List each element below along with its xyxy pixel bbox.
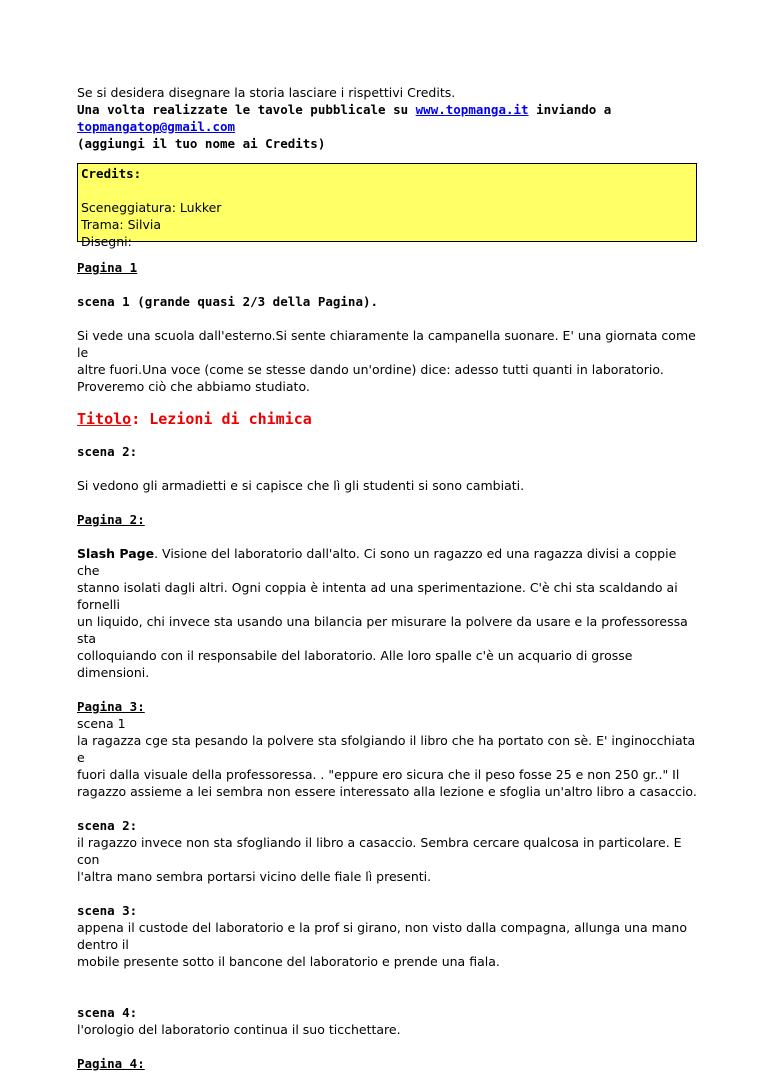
p1-scena-2-title: scena 2: [77, 444, 138, 459]
document-page [77, 84, 702, 1072]
credits-sceneggiatura: Sceneggiatura: Lukker [81, 200, 222, 215]
p3-scena-1-line-3: ragazzo assieme a lei sembra non essere interessato alla lezione e sfoglia un'altro libro a casaccio. [77, 784, 697, 799]
p3-scena-4-line-1: l'orologio del laboratorio continua il suo ticchettare. [77, 1022, 401, 1037]
credits-box [77, 163, 697, 249]
p2-line-4: colloquiando con il responsabile del laboratorio. Alle loro spalle c'è un acquario di grosse dimensioni. [77, 648, 633, 680]
pagina-2-heading: Pagina 2: [77, 512, 145, 527]
pagina-1-heading: Pagina 1 [77, 260, 138, 275]
p1-scena-1-line-3: Proveremo ciò che abbiamo studiato. [77, 379, 310, 394]
p2-line-2: stanno isolati dagli altri. Ogni coppia è intenta ad una sperimentazione. C'è chi sta scaldando ai fornelli [77, 580, 678, 612]
p1-scena-1-title: scena 1 (grande quasi 2/3 della Pagina). [77, 294, 379, 309]
p1-scena-2-line-1: Si vedono gli armadietti e si capisce che lì gli studenti si sono cambiati. [77, 478, 525, 493]
p3-scena-3-line-2: mobile presente sotto il bancone del laboratorio e prende una fiala. [77, 954, 500, 969]
pagina-4-heading: Pagina 4: [77, 1056, 145, 1071]
pagina-3-heading: Pagina 3: [77, 699, 145, 714]
story-title-text: : Lezioni di chimica [131, 410, 312, 428]
credits-disegni: Disegni: [81, 234, 132, 249]
email-link[interactable]: topmangatop@gmail.com [77, 119, 236, 134]
intro-line-2-text-b: inviando a [528, 102, 612, 117]
intro-line-2-text-a: Una volta realizzate le tavole pubblicale su [77, 102, 416, 117]
topmanga-link[interactable]: www.topmanga.it [415, 102, 529, 117]
p1-scena-1-line-1: Si vede una scuola dall'esterno.Si sente chiaramente la campanella suonare. E' una giornata come le [77, 328, 696, 360]
intro-line-2 [77, 101, 702, 135]
p3-scena-1-line-2: fuori dalla visuale della professoressa. . "eppure ero sicura che il peso fosse 25 e non 250 gr.." Il [77, 767, 680, 782]
slash-page-label: Slash Page [77, 546, 155, 561]
p3-scena-2-line-1: il ragazzo invece non sta sfogliando il libro a casaccio. Sembra cercare qualcosa in particolare. E con [77, 835, 682, 867]
story-title [77, 409, 702, 429]
intro-line-3: (aggiungi il tuo nome ai Credits) [77, 136, 326, 151]
credits-heading: Credits: [81, 166, 142, 181]
p3-scena-2-line-2: l'altra mano sembra portarsi vicino delle fiale lì presenti. [77, 869, 432, 884]
p1-scena-1-line-2: altre fuori.Una voce (come se stesse dando un'ordine) dice: adesso tutti quanti in laboratorio. [77, 362, 664, 377]
p2-line-1-text: . Visione del laboratorio dall'alto. Ci sono un ragazzo ed una ragazza divisi a coppie che [77, 546, 677, 578]
p3-scena-3-line-1: appena il custode del laboratorio e la prof si girano, non visto dalla compagna, allunga una mano dentro il [77, 920, 687, 952]
p2-line-3: un liquido, chi invece sta usando una bilancia per misurare la polvere da usare e la professoressa sta [77, 614, 688, 646]
intro-line-1: Se si desidera disegnare la storia lasciare i rispettivi Credits. [77, 85, 456, 100]
p3-scena-3-title: scena 3: [77, 903, 138, 918]
p2-line-1 [77, 545, 702, 579]
p3-scena-1-line-1: la ragazza cge sta pesando la polvere sta sfolgiando il libro che ha portato con sè. E' inginocchiata e [77, 733, 696, 765]
p3-scena-2-title: scena 2: [77, 818, 138, 833]
credits-trama: Trama: Silvia [81, 217, 162, 232]
story-title-label: Titolo [77, 410, 132, 428]
p3-scena-4-title: scena 4: [77, 1005, 138, 1020]
p3-scena-1-title: scena 1 [77, 716, 126, 731]
